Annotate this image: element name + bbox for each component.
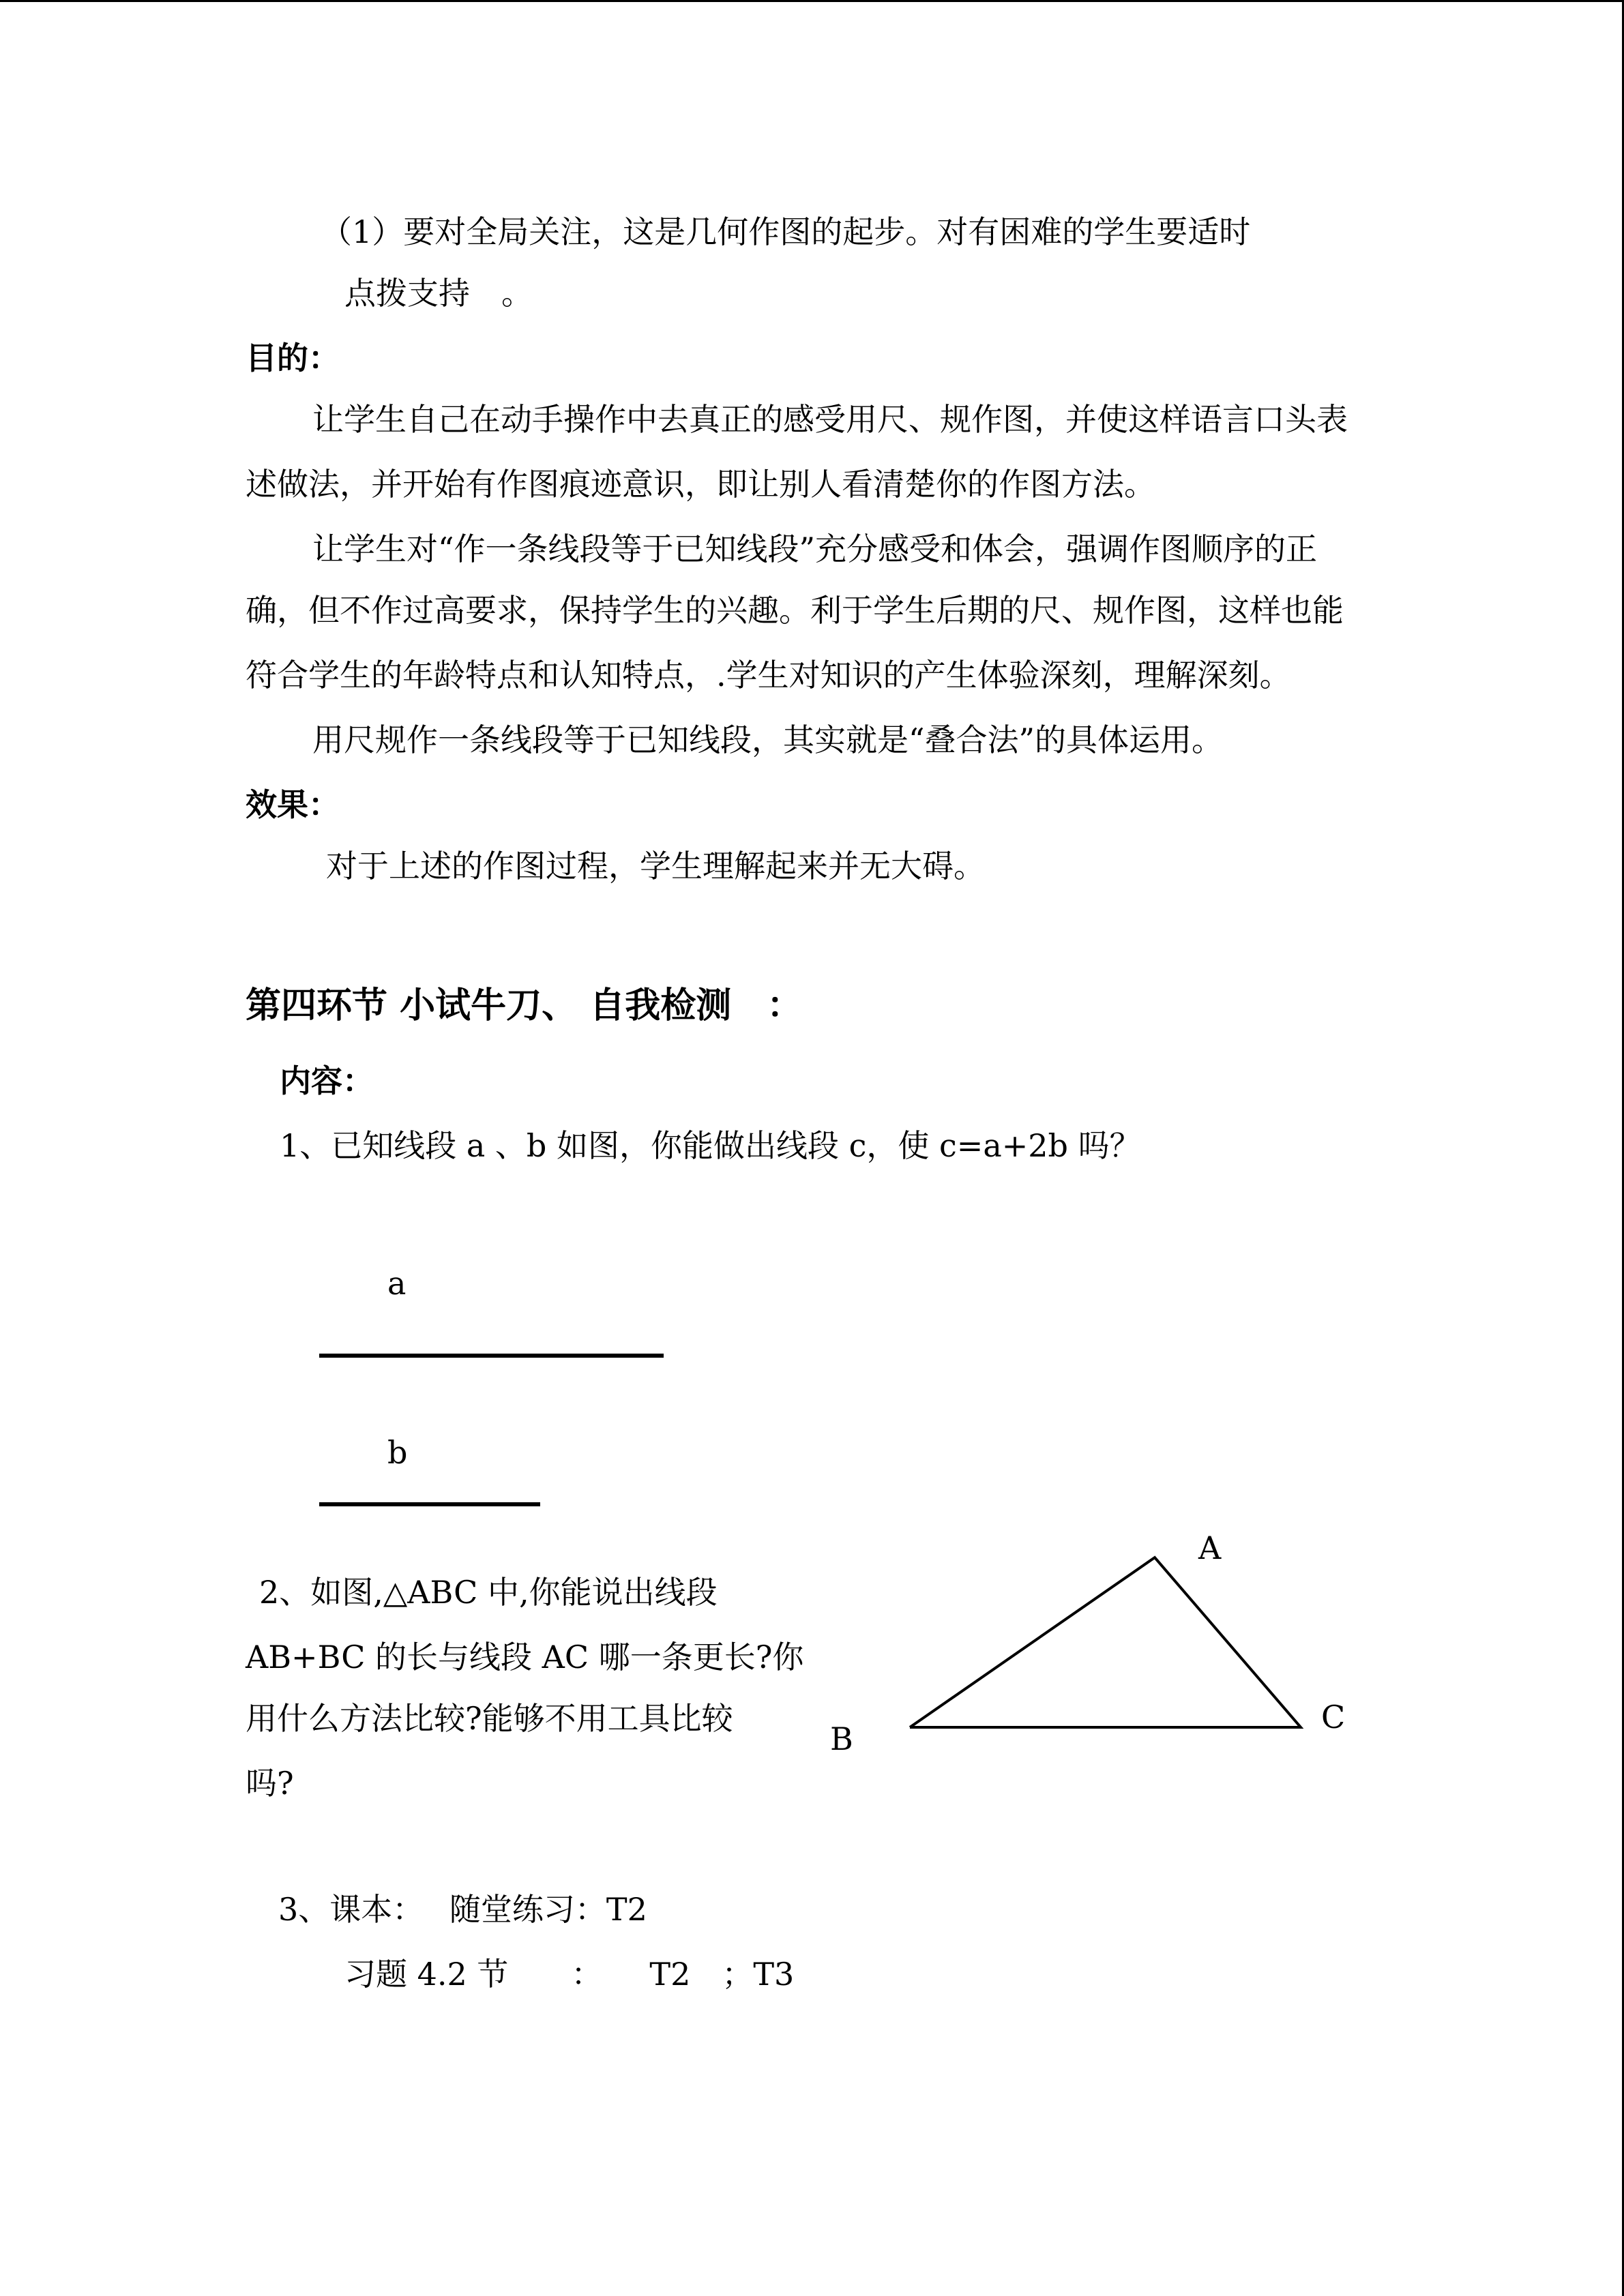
- section4-title: 第四环节 小试牛刀、 自我检测 ：: [246, 985, 803, 1026]
- effect-heading: 效果：: [246, 786, 340, 823]
- segment-b: [319, 1502, 540, 1506]
- triangle-abc-outline: [910, 1557, 1301, 1727]
- vertex-a-label: A: [1198, 1530, 1222, 1566]
- segment-a: [319, 1354, 664, 1358]
- segment-a-label: a: [387, 1265, 407, 1302]
- question-2-line2: AB+BC 的长与线段 AC 哪一条更长?你: [246, 1639, 804, 1675]
- vertex-b-label: B: [830, 1720, 853, 1757]
- purpose-p3-line1: 用尺规作一条线段等于已知线段，其实就是“叠合法”的具体运用。: [312, 721, 1224, 758]
- triangle-abc: [887, 1527, 1364, 1787]
- vertex-c-label: C: [1321, 1699, 1346, 1735]
- purpose-p2-line1: 让学生对“作一条线段等于已知线段”充分感受和体会，强调作图顺序的正: [312, 531, 1318, 567]
- question-1: 1、已知线段 a 、b 如图，你能做出线段 c，使 c=a+2b 吗？: [280, 1127, 1141, 1164]
- item1-line2: 点拨支持 。: [344, 275, 533, 312]
- question-3-line2: 习题 4.2 节 ： T2 ；T3: [344, 1956, 795, 1993]
- question-2-line3: 用什么方法比较?能够不用工具比较: [246, 1700, 733, 1737]
- question-2-line4: 吗?: [246, 1765, 294, 1802]
- purpose-heading: 目的：: [246, 340, 340, 376]
- content-label: 内容：: [280, 1062, 374, 1099]
- question-2-line1: 2、如图,△ABC 中,你能说出线段: [259, 1574, 718, 1611]
- purpose-p2-line3: 符合学生的年龄特点和认知特点，.学生对知识的产生体验深刻，理解深刻。: [246, 657, 1291, 694]
- purpose-p1-line2: 述做法，并开始有作图痕迹意识，即让别人看清楚你的作图方法。: [246, 466, 1155, 503]
- purpose-p2-line2: 确，但不作过高要求，保持学生的兴趣。利于学生后期的尺、规作图，这样也能: [246, 592, 1344, 629]
- segment-b-label: b: [387, 1434, 408, 1471]
- effect-p1: 对于上述的作图过程，学生理解起来并无大碍。: [326, 848, 985, 884]
- item1-line1: （1）要对全局关注，这是几何作图的起步。对有困难的学生要适时: [321, 213, 1251, 250]
- purpose-p1-line1: 让学生自己在动手操作中去真正的感受用尺、规作图，并使这样语言口头表: [312, 401, 1348, 438]
- page-border-top: [0, 0, 1624, 2]
- question-3-line1: 3、课本： 随堂练习：T2: [278, 1891, 647, 1928]
